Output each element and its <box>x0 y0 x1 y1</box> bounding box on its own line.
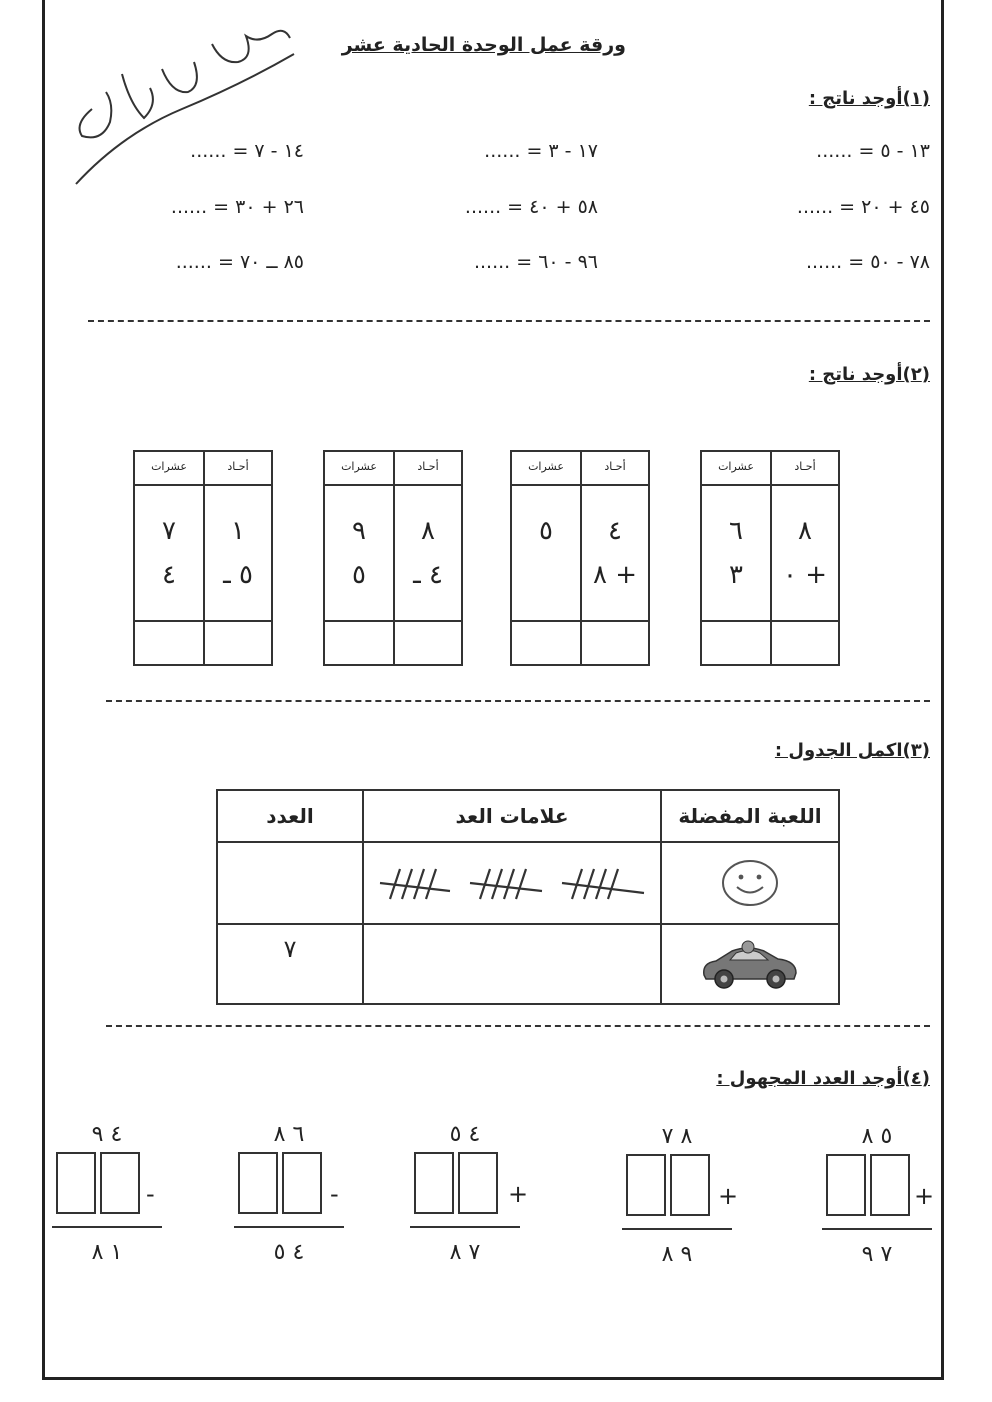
q2-heading: (٢)أوجد ناتج : <box>808 364 930 385</box>
q3-heading: (٣)اكمل الجدول : <box>774 740 930 761</box>
game-cell <box>660 925 838 1003</box>
top-number: ٥ ٨ <box>861 1124 893 1149</box>
result-line <box>52 1226 162 1228</box>
ones-answer-cell[interactable] <box>580 620 648 666</box>
tens-digits <box>325 484 393 620</box>
digit: ٣ <box>729 560 743 590</box>
q1-eq-2-2: ٥٨ + ٤٠ = ...... <box>464 196 598 218</box>
digit: ٨ + <box>592 560 638 590</box>
result-line <box>410 1226 520 1228</box>
top-number: ٦ ٨ <box>273 1122 305 1147</box>
top-number: ٤ ٥ <box>449 1122 481 1147</box>
digit: ٥ <box>539 516 553 546</box>
tally-cell <box>362 843 660 923</box>
separator-2 <box>106 700 930 702</box>
table-row <box>218 841 838 923</box>
missing-number-problem-5 <box>52 1122 162 1282</box>
answer-box[interactable] <box>282 1152 322 1214</box>
result-line <box>234 1226 344 1228</box>
digit: ٤ <box>608 516 622 546</box>
header-count: العدد <box>266 804 314 828</box>
toy-car-icon <box>698 937 802 991</box>
answer-box[interactable] <box>670 1154 710 1216</box>
ones-digits <box>393 484 461 620</box>
tens-answer-cell[interactable] <box>135 620 203 666</box>
tens-answer-cell[interactable] <box>512 620 580 666</box>
result-line <box>622 1228 732 1230</box>
result-line <box>822 1228 932 1230</box>
tens-digits <box>135 484 203 620</box>
result-number: ٤ ٥ <box>273 1240 305 1265</box>
table-header-row <box>218 791 838 841</box>
ones-digits <box>770 484 838 620</box>
table-row <box>218 923 838 1003</box>
tens-header: عشرات <box>341 460 377 473</box>
answer-box[interactable] <box>56 1152 96 1214</box>
q4-heading: (٤)أوجد العدد المجهول : <box>716 1068 930 1089</box>
game-cell <box>660 843 838 923</box>
ones-answer-cell[interactable] <box>770 620 838 666</box>
q1-eq-3-2: ٩٦ - ٦٠ = ...... <box>473 251 598 273</box>
separator-1 <box>88 320 930 322</box>
ones-header: أحـاد <box>580 452 648 484</box>
digit: ٤ <box>162 560 176 590</box>
tally-table <box>216 789 840 1005</box>
handwriting-signature <box>62 14 302 194</box>
operator: - <box>146 1180 155 1208</box>
q1-eq-1-1: ١٣ - ٥ = ...... <box>816 140 930 162</box>
result-number: ١ ٨ <box>91 1240 123 1265</box>
tens-header: عشرات <box>151 460 187 473</box>
ones-answer-cell[interactable] <box>393 620 461 666</box>
ones-header: أحـاد <box>203 452 271 484</box>
digit: ٥ <box>352 560 366 590</box>
q1-eq-2-3: ٢٦ + ٣٠ = ...... <box>170 196 304 218</box>
operator: + <box>914 1182 935 1210</box>
place-value-problem-2 <box>510 450 650 666</box>
operator: + <box>508 1180 529 1208</box>
digit: ٩ <box>352 516 366 546</box>
answer-boxes <box>414 1152 498 1214</box>
missing-number-problem-1 <box>822 1124 935 1284</box>
count-cell: ٧ <box>283 935 297 963</box>
result-number: ٩ ٨ <box>661 1242 693 1267</box>
answer-boxes <box>826 1154 910 1216</box>
missing-number-problem-4 <box>234 1122 344 1282</box>
operator: - <box>330 1180 339 1208</box>
ones-answer-cell[interactable] <box>203 620 271 666</box>
tens-header: عشرات <box>528 460 564 473</box>
answer-box[interactable] <box>100 1152 140 1214</box>
answer-boxes <box>238 1152 322 1214</box>
header-game: اللعبة المفضلة <box>660 791 838 841</box>
handwritten-note <box>62 14 302 194</box>
answer-boxes <box>56 1152 140 1214</box>
digit: ٦ <box>729 516 743 546</box>
page-title: ورقة عمل الوحدة الحادية عشر <box>341 34 626 56</box>
answer-box[interactable] <box>414 1152 454 1214</box>
missing-number-problem-3 <box>410 1122 529 1282</box>
smiley-icon <box>720 858 780 908</box>
tens-digits <box>702 484 770 620</box>
missing-number-problem-2 <box>622 1124 739 1284</box>
tens-answer-cell[interactable] <box>702 620 770 666</box>
q1-heading: (١)أوجد ناتج : <box>808 88 930 109</box>
top-number: ٨ ٧ <box>661 1124 693 1149</box>
tens-answer-cell[interactable] <box>325 620 393 666</box>
digit: ٠ + <box>782 560 828 590</box>
result-number: ٧ ٩ <box>861 1242 893 1267</box>
answer-box[interactable] <box>626 1154 666 1216</box>
tally-cell[interactable] <box>362 925 660 1003</box>
separator-3 <box>106 1025 930 1027</box>
header-tally: علامات العد <box>362 791 660 841</box>
digit: ٥ ـ <box>223 560 253 590</box>
answer-box[interactable] <box>458 1152 498 1214</box>
place-value-problem-1 <box>700 450 840 666</box>
digit: ٨ <box>798 516 812 546</box>
ones-digits <box>580 484 648 620</box>
operator: + <box>718 1182 739 1210</box>
q1-eq-3-1: ٧٨ - ٥٠ = ...... <box>805 251 930 273</box>
answer-boxes <box>626 1154 710 1216</box>
ones-header: أحـاد <box>770 452 838 484</box>
q1-eq-1-3: ١٤ - ٧ = ...... <box>190 140 304 162</box>
result-number: ٧ ٨ <box>449 1240 481 1265</box>
answer-box[interactable] <box>826 1154 866 1216</box>
ones-header: أحـاد <box>393 452 461 484</box>
q1-eq-1-2: ١٧ - ٣ = ...... <box>484 140 598 162</box>
answer-box[interactable] <box>238 1152 278 1214</box>
digit: ١ <box>231 516 245 546</box>
tens-header: عشرات <box>718 460 754 473</box>
answer-box[interactable] <box>870 1154 910 1216</box>
tens-digits <box>512 484 580 620</box>
count-cell[interactable] <box>218 843 362 923</box>
q1-eq-3-3: ٨٥ ــ ٧٠ = ...... <box>175 251 304 273</box>
place-value-problem-4 <box>133 450 273 666</box>
digit: ٨ <box>421 516 435 546</box>
place-value-problem-3 <box>323 450 463 666</box>
tally-marks-icon <box>372 861 652 905</box>
digit: ٧ <box>162 516 176 546</box>
digit: ٤ ـ <box>413 560 443 590</box>
q1-eq-2-1: ٤٥ + ٢٠ = ...... <box>796 196 930 218</box>
ones-digits <box>203 484 271 620</box>
top-number: ٤ ٩ <box>91 1122 123 1147</box>
